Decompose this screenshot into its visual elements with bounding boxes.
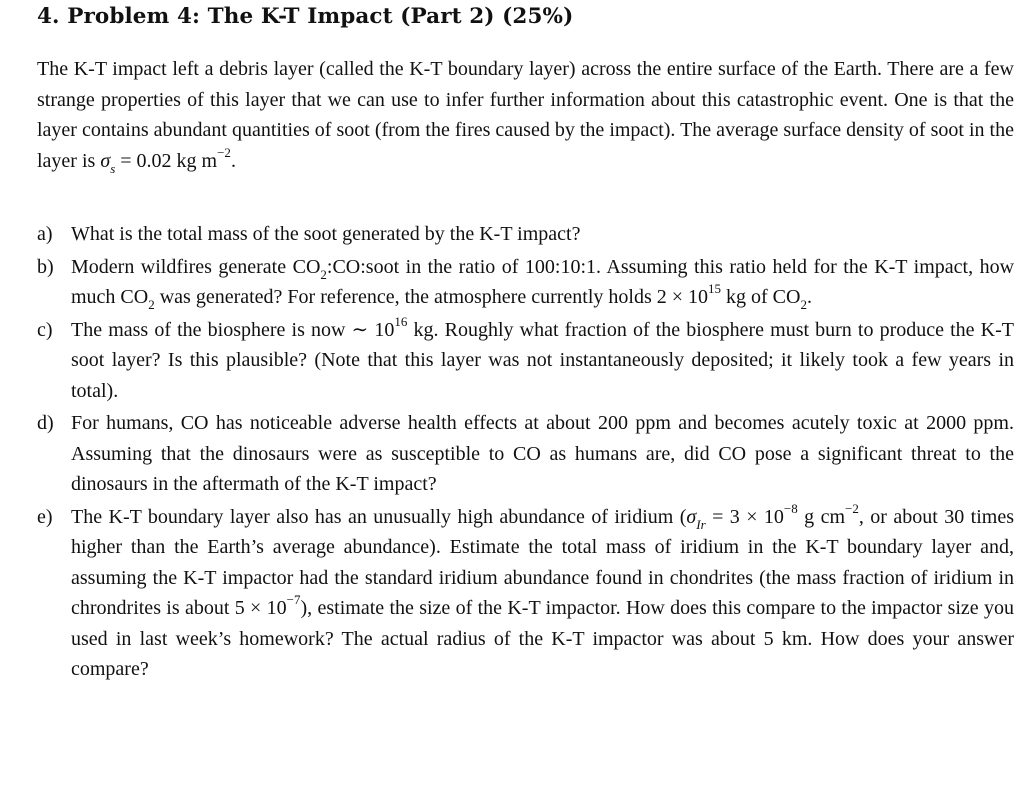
subscript: 2 [320,266,327,282]
sigma-symbol: σ [686,505,697,528]
question-marker: e) [37,505,53,528]
question-text: :CO:soot in the ratio of 100:10:1. Assuming this ratio held for the K-T impact, how much CO [71,255,1015,308]
sigma-subscript: Ir [696,516,706,532]
sigma-symbol: σ [100,149,111,172]
subscript: 2 [148,297,155,312]
subscript: 2 [800,297,807,312]
question-text: The K-T boundary layer also has an unusually high abundance of iridium ( [71,505,687,528]
question-text: kg of CO [721,286,801,308]
question-text: ), estimate the size of the K-T impactor. How does this compare to the impactor size you used in last week’s homework? The actual radius of the K-T impactor was about 5 km. How does your answer compare? [71,597,1014,680]
question-text: = 3 × 10 [705,505,784,528]
question-a [37,219,1014,250]
question-marker: b) [37,255,54,278]
intro-text: The K-T impact left a debris layer (called the K-T boundary layer) across the entire surface of the Earth. There are a few strange properties of this layer that we can use to infer further information about this catastrophic event. One is that the layer contains abundant quantities of soot (from the fires caused by the impact). The average surface density of soot in the layer is [37,58,1014,172]
question-text: . [806,286,812,308]
question-list [37,219,1014,687]
question-text: g cm [797,505,846,528]
exponent: −8 [783,500,798,516]
exponent: −7 [286,592,301,608]
exponent: 16 [394,313,408,329]
intro-end: . [230,149,236,172]
question-d [37,408,1014,500]
question-text: Modern wildfires generate CO [71,255,321,278]
question-text: What is the total mass of the soot generated by the K-T impact? [71,223,581,245]
question-b [37,252,1014,313]
question-text: The mass of the biosphere is now ∼ 10 [71,318,395,341]
question-text: kg. Roughly what fraction of the biosphere must burn to produce the K-T soot layer? Is this plausible? (Note that this layer was not instantaneously deposited; it likely took a few years in total). [71,318,1014,402]
exponent: 15 [708,281,721,297]
density-value: = 0.02 kg m [115,149,218,172]
question-marker: d) [37,412,54,434]
exponent: −2 [845,500,859,516]
question-marker: a) [37,223,53,245]
question-text: For humans, CO has noticeable adverse health effects at about 200 ppm and becomes acutely toxic at 2000 ppm. Assuming that the dinosaurs were as susceptible to CO as humans are, did CO pose a significant threat to the dinosaurs in the aftermath of the K-T impact? [71,412,1014,495]
question-text: was generated? For reference, the atmosphere currently holds 2 × 10 [154,286,708,308]
question-c [37,315,1014,407]
density-exponent: −2 [217,144,231,160]
sigma-subscript: s [110,160,116,176]
problem-heading: 4. Problem 4: The K-T Impact (Part 2) (25%) [37,4,574,29]
question-e [37,502,1014,685]
question-text: , or about 30 times higher than the Earth’s average abundance). Estimate the total mass of iridium in the K-T boundary layer and, assuming the K-T impactor had the standard iridium abundance found in chondrites (the mass fraction of iridium in chrondrites is about 5 × 10 [71,505,1014,619]
question-marker: c) [37,318,53,341]
intro-paragraph [37,54,1014,176]
